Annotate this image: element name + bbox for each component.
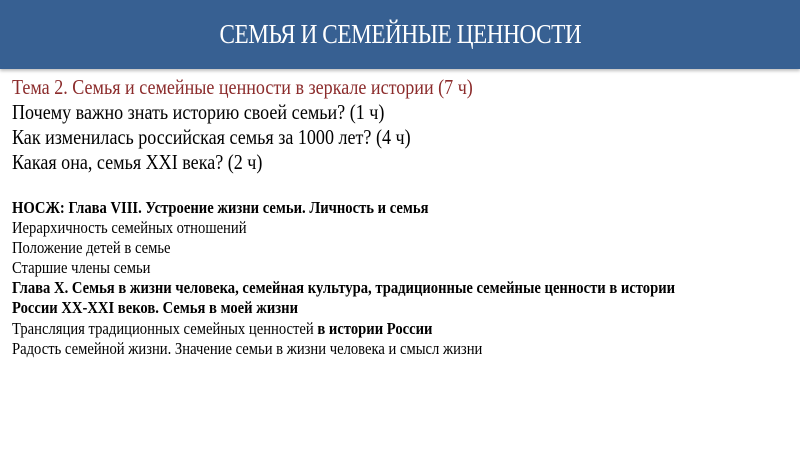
chapter-10-rest: веков. Семья в моей жизни (114, 298, 299, 317)
topic-item: Почему важно знать историю своей семьи? (1 ч) (12, 100, 385, 124)
chapter-10-heading: Глава X. Семья в жизни человека, семейная культура, традиционные семейные ценности в истории (12, 278, 676, 297)
chapter-8-item: Положение детей в семье (12, 238, 171, 257)
topic-item: Какая она, семья XXI века? (2 ч) (12, 150, 263, 174)
chapter-10-item: Радость семейной жизни. Значение семьи в жизни человека и смысл жизни (12, 339, 483, 358)
item-text: Трансляция традиционных семейных ценностей (12, 319, 318, 338)
chapter-8-item: Иерархичность семейных отношений (12, 218, 247, 237)
chapter-10-item (12, 319, 432, 339)
topic-item: Как изменилась российская семья за 1000 лет? (4 ч) (12, 125, 411, 149)
chapter-8-heading: НОСЖ: Глава VIII. Устроение жизни семьи. Личность и семья (12, 198, 429, 217)
slide-header (0, 0, 800, 69)
chapter-10-bold: России XX-XXI (12, 298, 115, 317)
item-bold-text: в истории России (317, 319, 433, 338)
chapter-10-heading-cont (12, 298, 298, 318)
slide-title (0, 19, 800, 50)
chapter-8-item: Старшие члены семьи (12, 258, 151, 277)
slide-title-text: СЕМЬЯ И СЕМЕЙНЫЕ ЦЕННОСТИ (219, 19, 581, 49)
topic-title: Тема 2. Семья и семейные ценности в зеркале истории (7 ч) (12, 75, 473, 99)
